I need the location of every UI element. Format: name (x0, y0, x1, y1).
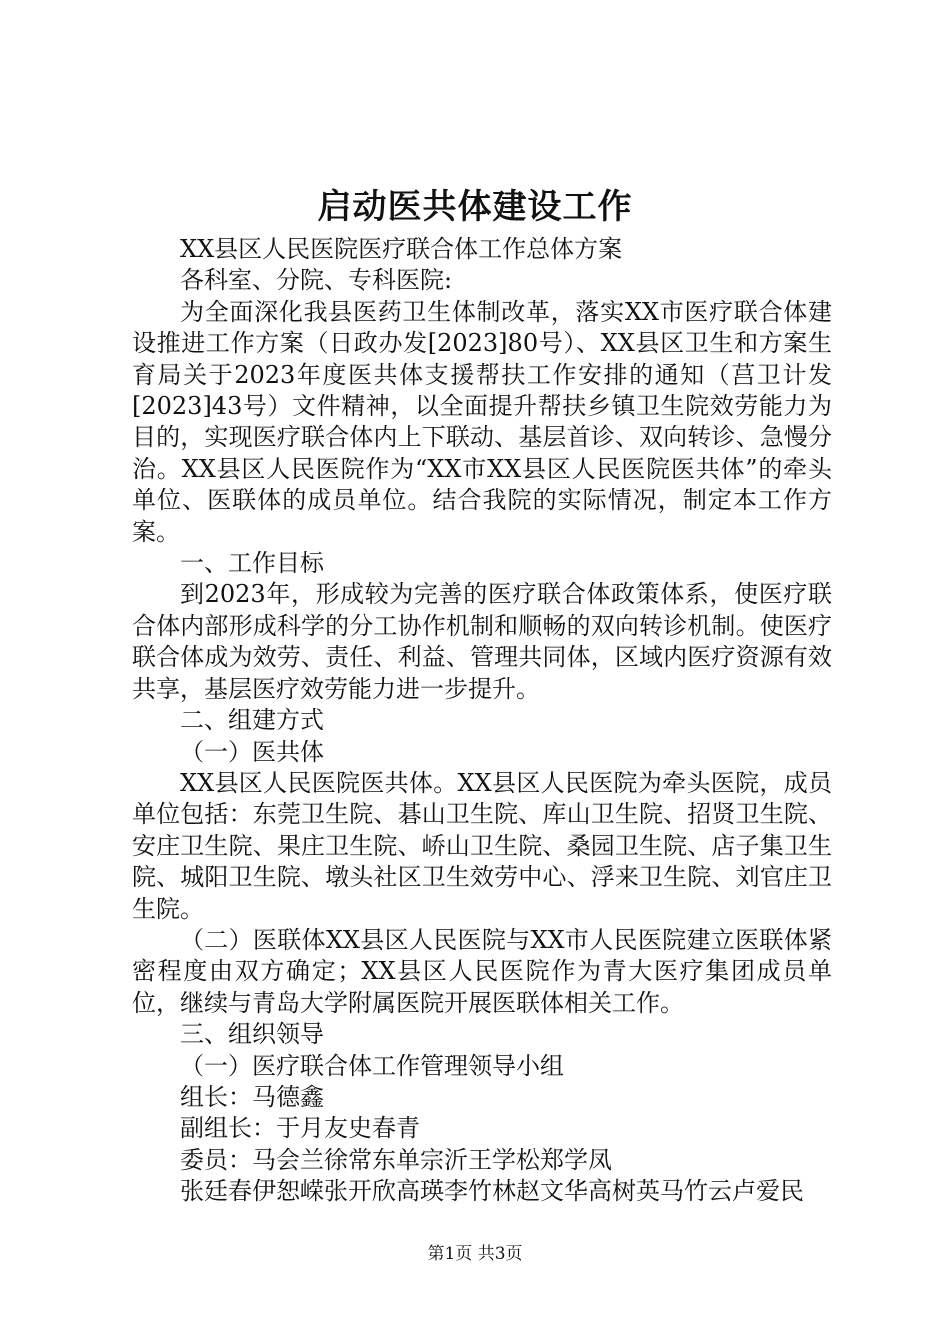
document-title: 启动医共体建设工作 (317, 187, 633, 227)
alliance-paragraph: （二）医联体XX县区人民医院与XX市人民医院建立医联体紧密程度由双方确定；XX县区人民医院作为青大医疗集团成员单位，继续与青岛大学附属医院开展医联体相关工作。 (132, 925, 832, 1017)
group-members: 委员：马会兰徐常东单宗沂王学松郑学凤 (180, 1145, 612, 1174)
subsection-heading-group: （一）医疗联合体工作管理领导小组 (180, 1051, 564, 1080)
section-heading-goals: 一、工作目标 (180, 549, 324, 578)
plan-subtitle: XX县区人民医院医疗联合体工作总体方案 (180, 235, 623, 263)
document-body (132, 234, 832, 1208)
page-footer: 第1页 共3页 (427, 1244, 523, 1264)
section-heading-leadership: 三、组织领导 (180, 1020, 324, 1049)
community-paragraph: XX县区人民医院医共体。XX县区人民医院为牵头医院，成员单位包括：东莞卫生院、碁山卫生院、库山卫生院、招贤卫生院、安庄卫生院、果庄卫生院、峤山卫生院、桑园卫生院、店子集卫生院、城阳卫生院、墩头社区卫生效劳中心、浮来卫生院、刘官庄卫生院。 (132, 768, 832, 923)
group-deputy-leader: 副组长：于月友史春青 (180, 1114, 420, 1143)
subsection-heading-community: （一）医共体 (180, 737, 324, 766)
goals-paragraph: 到2023年，形成较为完善的医疗联合体政策体系，使医疗联合体内部形成科学的分工协作机制和顺畅的双向转诊机制。使医疗联合体成为效劳、责任、利益、管理共同体，区域内医疗资源有效共享，基层医疗效劳能力进一步提升。 (132, 580, 832, 703)
salutation: 各科室、分院、专科医院: (180, 266, 453, 295)
group-leader: 组长：马德鑫 (180, 1082, 324, 1111)
intro-paragraph: 为全面深化我县医药卫生体制改革，落实XX市医疗联合体建设推进工作方案（日政办发[2023]80号）、XX县区卫生和方案生育局关于2023年度医共体支援帮扶工作安排的通知（莒卫计发[2023]43号）文件精神，以全面提升帮扶乡镇卫生院效劳能力为目的，实现医疗联合体内上下联动、基层首诊、双向转诊、急慢分治。XX县区人民医院作为“XX市XX县区人民医院医共体”的牵头单位、医联体的成员单位。结合我院的实际情况，制定本工作方案。 (132, 297, 832, 546)
group-members-continued: 张廷春伊恕嵘张开欣高瑛李竹林赵文华高树英马竹云卢爱民 (180, 1177, 804, 1206)
section-heading-structure: 二、组建方式 (180, 706, 324, 735)
